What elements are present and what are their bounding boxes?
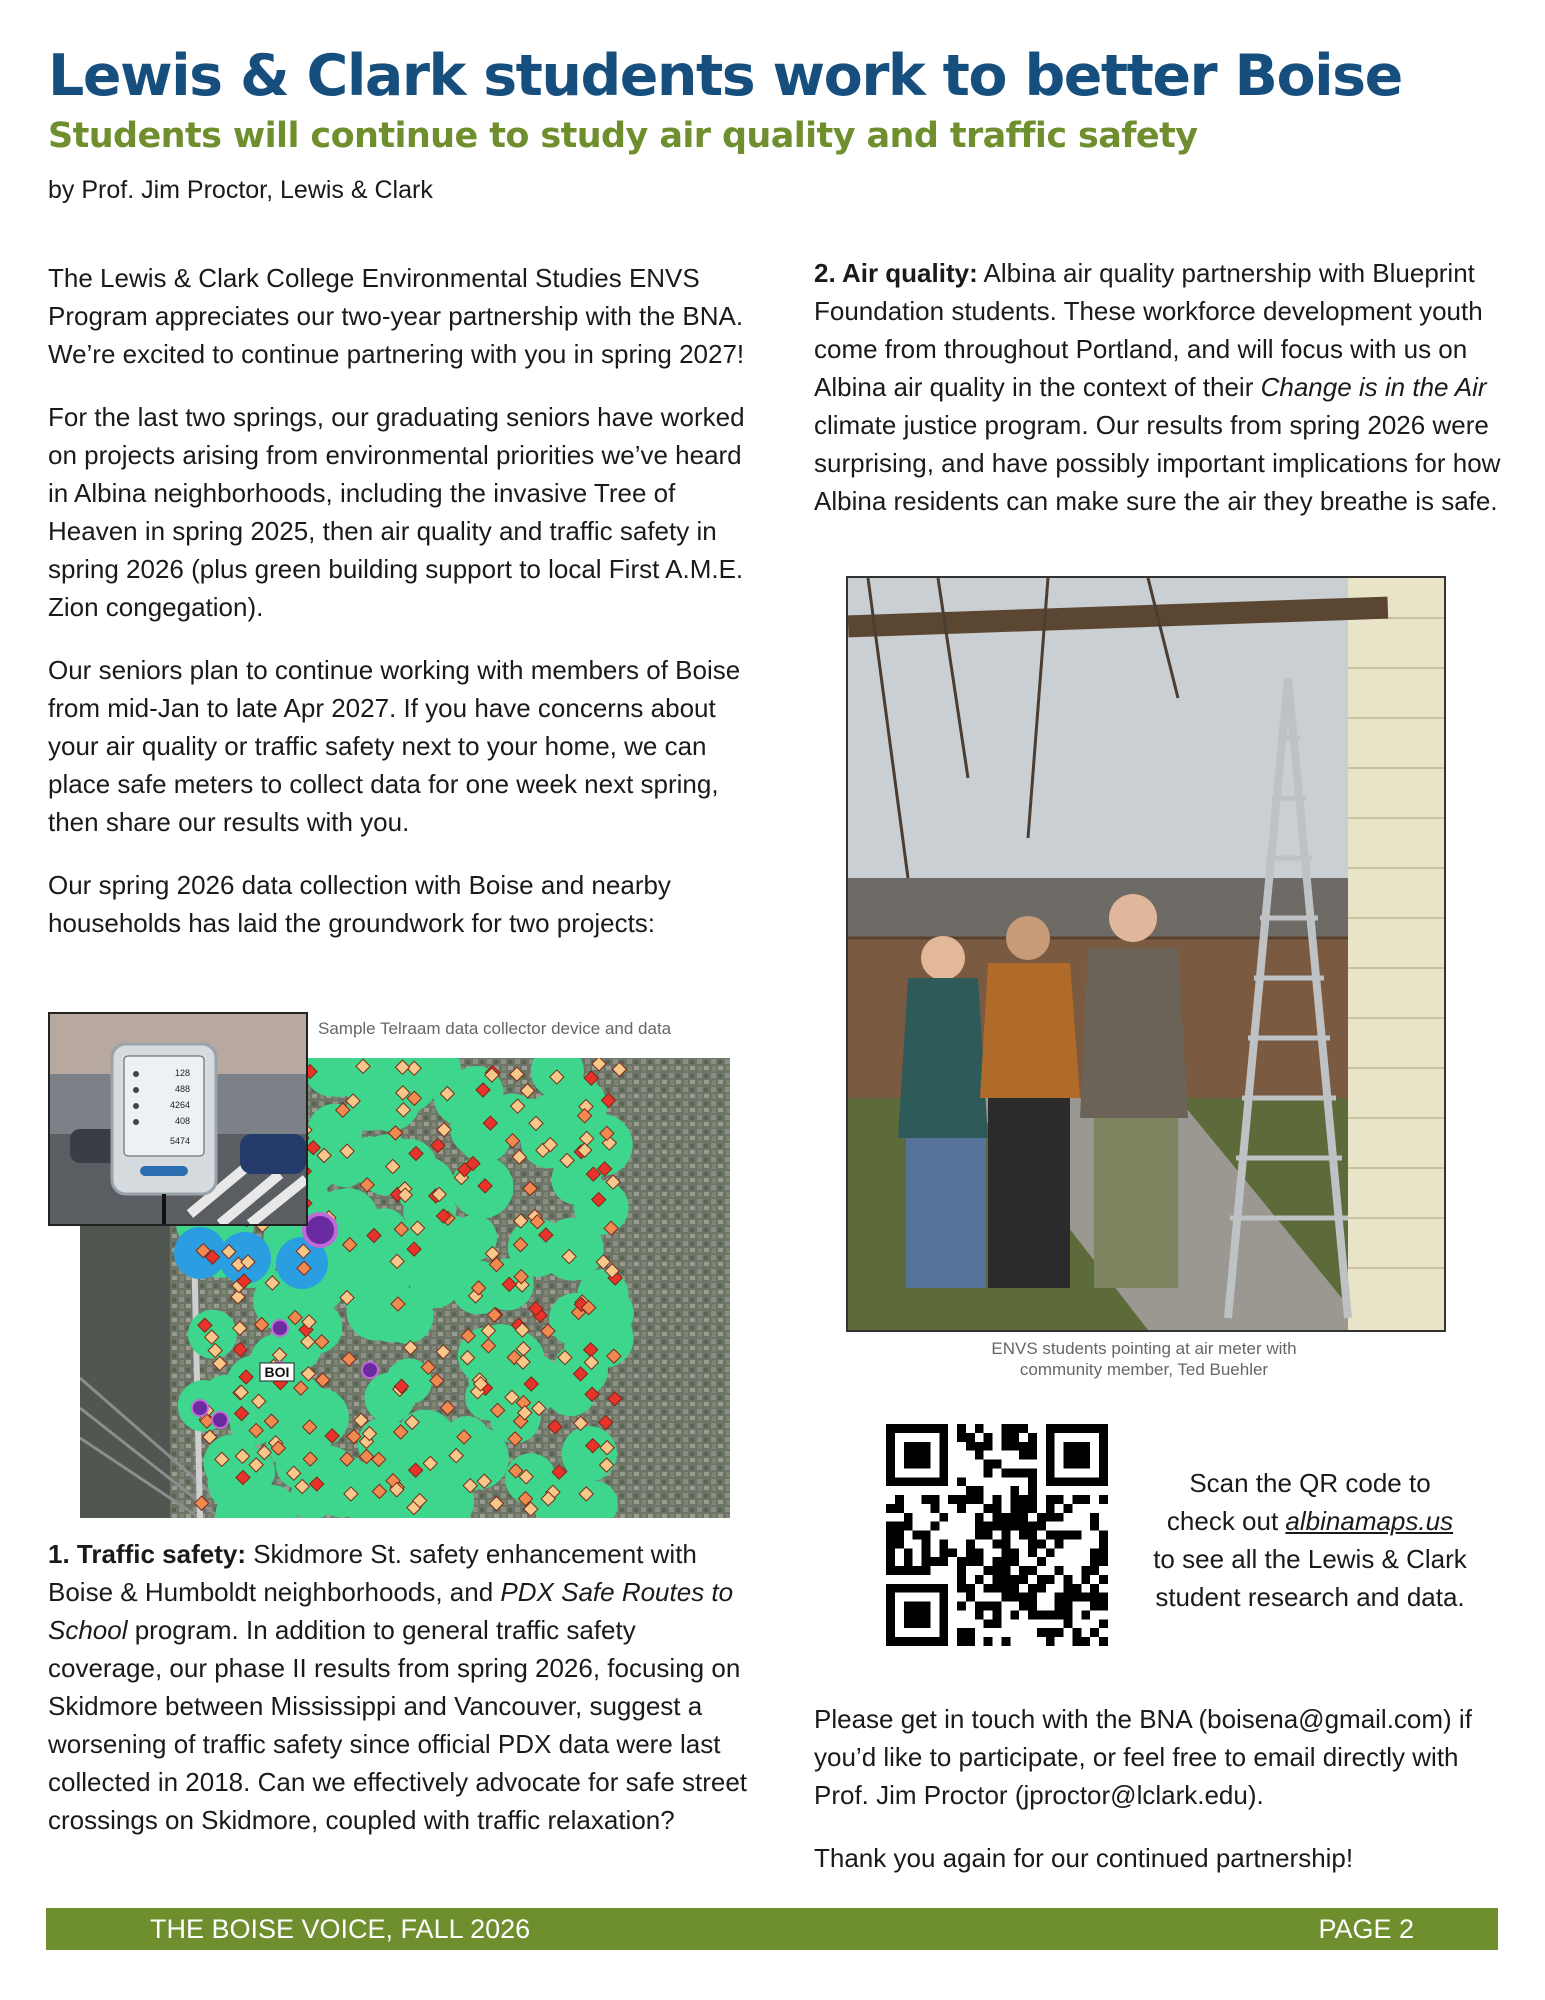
air-quality-program-name: Change is in the Air xyxy=(1260,372,1487,402)
qr-module xyxy=(1019,1451,1028,1460)
qr-module xyxy=(957,1504,966,1513)
qr-module xyxy=(1001,1433,1010,1442)
qr-module xyxy=(993,1504,1002,1513)
device-graphic xyxy=(50,1014,306,1224)
qr-module xyxy=(1090,1593,1099,1602)
map-purple-point xyxy=(362,1362,378,1378)
qr-finder xyxy=(939,1584,948,1646)
qr-module xyxy=(966,1584,975,1593)
qr-module xyxy=(984,1468,993,1477)
qr-module xyxy=(1037,1575,1046,1584)
qr-module xyxy=(1001,1513,1010,1522)
qr-module xyxy=(913,1566,922,1575)
qr-module xyxy=(993,1460,1002,1469)
air-quality-text-2: climate justice program. Our results from spring 2026 were surprising, and have possibly important implications for how Albina residents can make sure the air they breathe is safe. xyxy=(814,410,1501,516)
device-reading-3: 4264 xyxy=(169,1100,190,1110)
qr-module xyxy=(957,1566,966,1575)
qr-module xyxy=(1010,1522,1019,1531)
qr-module xyxy=(1028,1504,1037,1513)
traffic-safety-heading: 1. Traffic safety: xyxy=(48,1539,246,1569)
qr-module xyxy=(1072,1628,1081,1637)
qr-module xyxy=(1064,1602,1073,1611)
qr-module xyxy=(1099,1557,1108,1566)
qr-module xyxy=(966,1433,975,1442)
qr-module xyxy=(975,1548,984,1557)
qr-module xyxy=(957,1495,966,1504)
map-coverage-zone xyxy=(574,1309,633,1368)
qr-module xyxy=(984,1460,993,1469)
qr-module xyxy=(1010,1610,1019,1619)
qr-module xyxy=(1099,1619,1108,1628)
qr-module xyxy=(922,1495,931,1504)
qr-module xyxy=(966,1539,975,1548)
qr-module xyxy=(1046,1504,1055,1513)
qr-module xyxy=(975,1602,984,1611)
qr-module xyxy=(1010,1557,1019,1566)
qr-module xyxy=(1001,1566,1010,1575)
qr-line-1: Scan the QR code to xyxy=(1189,1468,1431,1498)
qr-module xyxy=(1001,1539,1010,1548)
qr-module xyxy=(1019,1593,1028,1602)
qr-module xyxy=(984,1531,993,1540)
qr-module xyxy=(1010,1584,1019,1593)
paragraph-partnership: The Lewis & Clark College Environmental Studies ENVS Program appreciates our two-year partnership with the BNA. We’re excited to continue partnering with you in spring 2027! xyxy=(48,263,745,369)
qr-module xyxy=(1099,1495,1108,1504)
qr-module xyxy=(1072,1637,1081,1646)
qr-module xyxy=(922,1566,931,1575)
qr-module xyxy=(1028,1522,1037,1531)
qr-module xyxy=(1072,1584,1081,1593)
qr-module xyxy=(904,1548,913,1557)
qr-module xyxy=(886,1548,895,1557)
contact-paragraph: Please get in touch with the BNA (boisena@gmail.com) if you’d like to participate, or feel free to email directly with Prof. Jim Proctor (jproctor@lclark.edu). xyxy=(814,1704,1472,1810)
qr-module xyxy=(895,1566,904,1575)
map-coverage-zone xyxy=(290,1301,343,1354)
device-led-bar xyxy=(140,1166,188,1176)
paragraph-groundwork: Our spring 2026 data collection with Boise and nearby households has laid the groundwork for two projects: xyxy=(48,870,671,938)
qr-module xyxy=(966,1628,975,1637)
qr-module xyxy=(1090,1513,1099,1522)
qr-module xyxy=(957,1557,966,1566)
qr-module xyxy=(1019,1424,1028,1433)
qr-module xyxy=(1019,1504,1028,1513)
qr-module xyxy=(993,1557,1002,1566)
footer-page-number: PAGE 2 xyxy=(1318,1914,1414,1944)
qr-module xyxy=(1019,1602,1028,1611)
article-title: Lewis & Clark students work to better Boise xyxy=(48,43,1402,109)
qr-module xyxy=(1010,1486,1019,1495)
qr-module xyxy=(1055,1566,1064,1575)
qr-module xyxy=(1081,1637,1090,1646)
qr-module xyxy=(1055,1628,1064,1637)
map-label-boi: BOI xyxy=(264,1364,290,1380)
map-coverage-zone xyxy=(457,1108,511,1162)
qr-module xyxy=(1001,1575,1010,1584)
qr-module xyxy=(984,1584,993,1593)
map-purple-marker xyxy=(304,1214,336,1246)
qr-module xyxy=(1019,1442,1028,1451)
qr-module xyxy=(1081,1610,1090,1619)
footer-publication: THE BOISE VOICE, FALL 2026 xyxy=(150,1914,531,1944)
photo-caption-line-1: ENVS students pointing at air meter with xyxy=(991,1339,1297,1358)
qr-module xyxy=(984,1442,993,1451)
qr-module xyxy=(975,1513,984,1522)
qr-module xyxy=(1064,1575,1073,1584)
qr-module xyxy=(984,1433,993,1442)
qr-module xyxy=(1028,1548,1037,1557)
qr-module xyxy=(1090,1628,1099,1637)
qr-module xyxy=(1046,1610,1055,1619)
qr-module xyxy=(966,1442,975,1451)
qr-module xyxy=(922,1557,931,1566)
qr-finder xyxy=(886,1424,948,1433)
qr-module xyxy=(886,1504,895,1513)
qr-module xyxy=(1046,1637,1055,1646)
air-quality-heading: 2. Air quality: xyxy=(814,258,978,288)
qr-module xyxy=(1010,1433,1019,1442)
qr-module xyxy=(975,1451,984,1460)
qr-module xyxy=(1019,1495,1028,1504)
thanks-paragraph: Thank you again for our continued partnership! xyxy=(814,1843,1354,1873)
qr-module xyxy=(930,1495,939,1504)
qr-module xyxy=(886,1566,895,1575)
qr-module xyxy=(1028,1531,1037,1540)
qr-module xyxy=(993,1522,1002,1531)
device-reading-1: 128 xyxy=(174,1068,190,1078)
qr-module xyxy=(957,1424,966,1433)
qr-finder xyxy=(1099,1424,1108,1486)
map-coverage-zone xyxy=(362,1283,422,1343)
qr-module xyxy=(939,1539,948,1548)
qr-module xyxy=(957,1477,966,1486)
qr-module xyxy=(922,1531,931,1540)
qr-module xyxy=(966,1637,975,1646)
qr-module xyxy=(939,1557,948,1566)
qr-module xyxy=(948,1548,957,1557)
qr-module xyxy=(1019,1468,1028,1477)
qr-module xyxy=(957,1602,966,1611)
map-purple-point xyxy=(212,1412,228,1428)
qr-module xyxy=(1001,1522,1010,1531)
qr-module xyxy=(1037,1522,1046,1531)
qr-module xyxy=(1046,1531,1055,1540)
qr-module xyxy=(1019,1575,1028,1584)
qr-module xyxy=(895,1495,904,1504)
qr-module xyxy=(1001,1557,1010,1566)
qr-module xyxy=(957,1575,966,1584)
albinamaps-link[interactable]: albinamaps.us xyxy=(1285,1506,1454,1536)
qr-module xyxy=(957,1584,966,1593)
qr-module xyxy=(1028,1602,1037,1611)
qr-module xyxy=(1028,1566,1037,1575)
qr-module xyxy=(984,1637,993,1646)
device-reading-5: 5474 xyxy=(169,1136,190,1146)
qr-line-2 xyxy=(1140,1502,1480,1540)
qr-module xyxy=(1010,1548,1019,1557)
qr-module xyxy=(1055,1593,1064,1602)
qr-module xyxy=(1010,1424,1019,1433)
qr-line-2-text: check out xyxy=(1166,1506,1286,1536)
qr-module xyxy=(984,1504,993,1513)
qr-module xyxy=(984,1619,993,1628)
qr-module xyxy=(930,1504,939,1513)
qr-module xyxy=(966,1557,975,1566)
qr-module xyxy=(1001,1593,1010,1602)
qr-module xyxy=(895,1504,904,1513)
device-reading-2: 488 xyxy=(174,1084,190,1094)
qr-module xyxy=(1055,1602,1064,1611)
qr-finder xyxy=(886,1424,895,1486)
qr-module xyxy=(1037,1513,1046,1522)
qr-module xyxy=(993,1619,1002,1628)
qr-line-4: student research and data. xyxy=(1155,1582,1465,1612)
qr-module xyxy=(895,1522,904,1531)
qr-module xyxy=(1028,1495,1037,1504)
qr-module xyxy=(922,1548,931,1557)
qr-module xyxy=(966,1593,975,1602)
qr-module xyxy=(1001,1442,1010,1451)
qr-module xyxy=(904,1557,913,1566)
qr-finder xyxy=(904,1442,931,1469)
qr-finder xyxy=(886,1637,948,1646)
qr-module xyxy=(1037,1628,1046,1637)
photo-caption-line-2: community member, Ted Buehler xyxy=(1019,1360,1269,1379)
qr-module xyxy=(1072,1593,1081,1602)
qr-module xyxy=(1064,1504,1073,1513)
telraam-device-photo xyxy=(48,1012,308,1226)
students-photo xyxy=(846,576,1446,1332)
qr-finder xyxy=(1046,1477,1108,1486)
qr-module xyxy=(993,1575,1002,1584)
qr-module xyxy=(904,1566,913,1575)
traffic-safety-section xyxy=(48,1535,748,1864)
qr-module xyxy=(1028,1477,1037,1486)
qr-module xyxy=(975,1424,984,1433)
qr-line-3: to see all the Lewis & Clark xyxy=(1153,1544,1467,1574)
qr-finder xyxy=(904,1602,931,1629)
qr-module xyxy=(895,1531,904,1540)
qr-module xyxy=(966,1548,975,1557)
qr-module xyxy=(1028,1468,1037,1477)
qr-module xyxy=(1055,1495,1064,1504)
qr-module xyxy=(1046,1495,1055,1504)
qr-module xyxy=(1081,1575,1090,1584)
qr-module xyxy=(1028,1433,1037,1442)
qr-module xyxy=(1010,1575,1019,1584)
qr-module xyxy=(1028,1442,1037,1451)
qr-module xyxy=(957,1637,966,1646)
qr-module xyxy=(1090,1602,1099,1611)
qr-module xyxy=(939,1513,948,1522)
qr-module xyxy=(1064,1584,1073,1593)
qr-module xyxy=(922,1539,931,1548)
contact-section xyxy=(814,1700,1504,1902)
qr-module xyxy=(975,1522,984,1531)
qr-module xyxy=(984,1566,993,1575)
qr-module xyxy=(993,1602,1002,1611)
air-quality-section xyxy=(814,254,1504,545)
qr-module xyxy=(1037,1584,1046,1593)
qr-module xyxy=(1019,1513,1028,1522)
qr-module xyxy=(1090,1522,1099,1531)
qr-module xyxy=(1046,1513,1055,1522)
qr-finder xyxy=(939,1424,948,1486)
figure-caption: Sample Telraam data collector device and data xyxy=(318,1019,672,1038)
qr-module xyxy=(1001,1637,1010,1646)
article-subtitle: Students will continue to study air quality and traffic safety xyxy=(48,116,1198,156)
qr-module xyxy=(1028,1593,1037,1602)
qr-module xyxy=(1037,1610,1046,1619)
qr-module xyxy=(1081,1593,1090,1602)
qr-module xyxy=(1081,1495,1090,1504)
map-coverage-zone xyxy=(427,1215,476,1264)
qr-module xyxy=(1099,1548,1108,1557)
qr-module xyxy=(1055,1531,1064,1540)
qr-module xyxy=(904,1513,913,1522)
qr-module xyxy=(1001,1531,1010,1540)
qr-module xyxy=(1010,1593,1019,1602)
qr-module xyxy=(975,1486,984,1495)
qr-module xyxy=(930,1557,939,1566)
qr-module xyxy=(957,1433,966,1442)
paragraph-projects-history: For the last two springs, our graduating seniors have worked on projects arising from environmental priorities we’ve heard in Albina neighborhoods, including the invasive Tree of Heaven in spring 2025, then air quality and traffic safety in spring 2026 (plus green building support to local First A.M.E. Zion congegation). xyxy=(48,402,745,622)
traffic-safety-text-2: program. In addition to general traffic safety coverage, our phase II results from spring 2026, focusing on Skidmore between Mississippi and Vancouver, suggest a worsening of traffic safety since official PDX data were last collected in 2018. Can we effectively advocate for safe street crossings on Skidmore, coupled with traffic relaxation? xyxy=(48,1615,748,1835)
qr-finder xyxy=(886,1584,948,1593)
qr-module xyxy=(1099,1593,1108,1602)
qr-finder xyxy=(1064,1442,1091,1469)
qr-finder xyxy=(1046,1424,1055,1486)
qr-module xyxy=(975,1557,984,1566)
qr-module xyxy=(966,1495,975,1504)
map-purple-point xyxy=(272,1320,288,1336)
qr-module xyxy=(1046,1628,1055,1637)
qr-module xyxy=(1028,1610,1037,1619)
qr-finder xyxy=(1046,1424,1108,1433)
qr-module xyxy=(1090,1557,1099,1566)
qr-module xyxy=(1072,1531,1081,1540)
person-right xyxy=(1080,894,1188,1288)
paragraph-seniors-plan: Our seniors plan to continue working with members of Boise from mid-Jan to late Apr 2027. If you have concerns about your air quality or traffic safety next to your home, we can place safe meters to collect data for one week next spring, then share our results with you. xyxy=(48,655,741,837)
qr-module xyxy=(1010,1468,1019,1477)
qr-module xyxy=(886,1531,895,1540)
qr-module xyxy=(1099,1575,1108,1584)
qr-module xyxy=(1064,1531,1073,1540)
qr-module xyxy=(1010,1495,1019,1504)
qr-finder xyxy=(886,1477,948,1486)
qr-module xyxy=(984,1522,993,1531)
qr-module xyxy=(975,1442,984,1451)
qr-module xyxy=(1001,1548,1010,1557)
qr-module xyxy=(1055,1539,1064,1548)
qr-module xyxy=(993,1495,1002,1504)
qr-module xyxy=(1028,1451,1037,1460)
qr-module xyxy=(993,1513,1002,1522)
qr-module xyxy=(886,1539,895,1548)
qr-module xyxy=(1028,1486,1037,1495)
qr-module xyxy=(930,1522,939,1531)
qr-module xyxy=(1064,1619,1073,1628)
qr-module xyxy=(957,1628,966,1637)
qr-module xyxy=(913,1531,922,1540)
device-reading-4: 408 xyxy=(174,1116,190,1126)
qr-module xyxy=(1081,1566,1090,1575)
qr-module xyxy=(939,1548,948,1557)
qr-module xyxy=(904,1522,913,1531)
qr-module xyxy=(1001,1424,1010,1433)
qr-module xyxy=(984,1602,993,1611)
qr-module xyxy=(895,1539,904,1548)
qr-module xyxy=(1099,1539,1108,1548)
map-purple-point xyxy=(192,1400,208,1416)
qr-module xyxy=(1028,1539,1037,1548)
qr-module xyxy=(1055,1610,1064,1619)
traffic-safety-program-name: PDX Safe Routes to School xyxy=(48,1577,734,1645)
car-shape xyxy=(240,1134,306,1174)
qr-module xyxy=(1037,1539,1046,1548)
qr-module xyxy=(1046,1575,1055,1584)
qr-module xyxy=(1019,1566,1028,1575)
qr-module xyxy=(1090,1548,1099,1557)
qr-module xyxy=(975,1610,984,1619)
person-left xyxy=(898,936,988,1288)
qr-module xyxy=(1037,1557,1046,1566)
qr-module xyxy=(1028,1584,1037,1593)
qr-module xyxy=(1064,1593,1073,1602)
qr-code[interactable] xyxy=(886,1424,1108,1646)
qr-module xyxy=(1010,1513,1019,1522)
qr-module xyxy=(975,1495,984,1504)
person-middle xyxy=(980,916,1080,1288)
qr-module xyxy=(1099,1531,1108,1540)
qr-module xyxy=(1019,1522,1028,1531)
qr-module xyxy=(886,1522,895,1531)
photo-caption xyxy=(846,1338,1442,1380)
qr-instructions xyxy=(1140,1464,1480,1616)
qr-module xyxy=(993,1610,1002,1619)
qr-module xyxy=(975,1531,984,1540)
qr-module xyxy=(1099,1637,1108,1646)
qr-module xyxy=(1064,1610,1073,1619)
qr-module xyxy=(993,1539,1002,1548)
qr-finder xyxy=(886,1584,895,1646)
qr-module xyxy=(1019,1531,1028,1540)
air-quality-text-1: Albina air quality partnership with Blueprint Foundation students. These workforce development youth come from throughout Portland, and will focus with us on Albina air quality in the context of their xyxy=(814,258,1483,402)
qr-module xyxy=(993,1584,1002,1593)
footer-bar xyxy=(46,1908,1498,1950)
qr-module xyxy=(1001,1468,1010,1477)
qr-module xyxy=(1090,1584,1099,1593)
left-column-intro xyxy=(48,259,748,967)
qr-module xyxy=(966,1486,975,1495)
qr-module xyxy=(993,1566,1002,1575)
qr-module xyxy=(948,1495,957,1504)
qr-module xyxy=(975,1575,984,1584)
qr-module xyxy=(1055,1513,1064,1522)
byline: by Prof. Jim Proctor, Lewis & Clark xyxy=(48,176,433,204)
qr-module xyxy=(1010,1504,1019,1513)
qr-module xyxy=(1090,1566,1099,1575)
traffic-safety-text-1: Skidmore St. safety enhancement with Boise & Humboldt neighborhoods, and xyxy=(48,1539,697,1607)
qr-module xyxy=(1001,1584,1010,1593)
qr-module xyxy=(1046,1548,1055,1557)
qr-module xyxy=(886,1557,895,1566)
photo-graphic xyxy=(848,578,1444,1330)
qr-module xyxy=(1099,1602,1108,1611)
qr-module xyxy=(1010,1442,1019,1451)
qr-module xyxy=(1072,1495,1081,1504)
